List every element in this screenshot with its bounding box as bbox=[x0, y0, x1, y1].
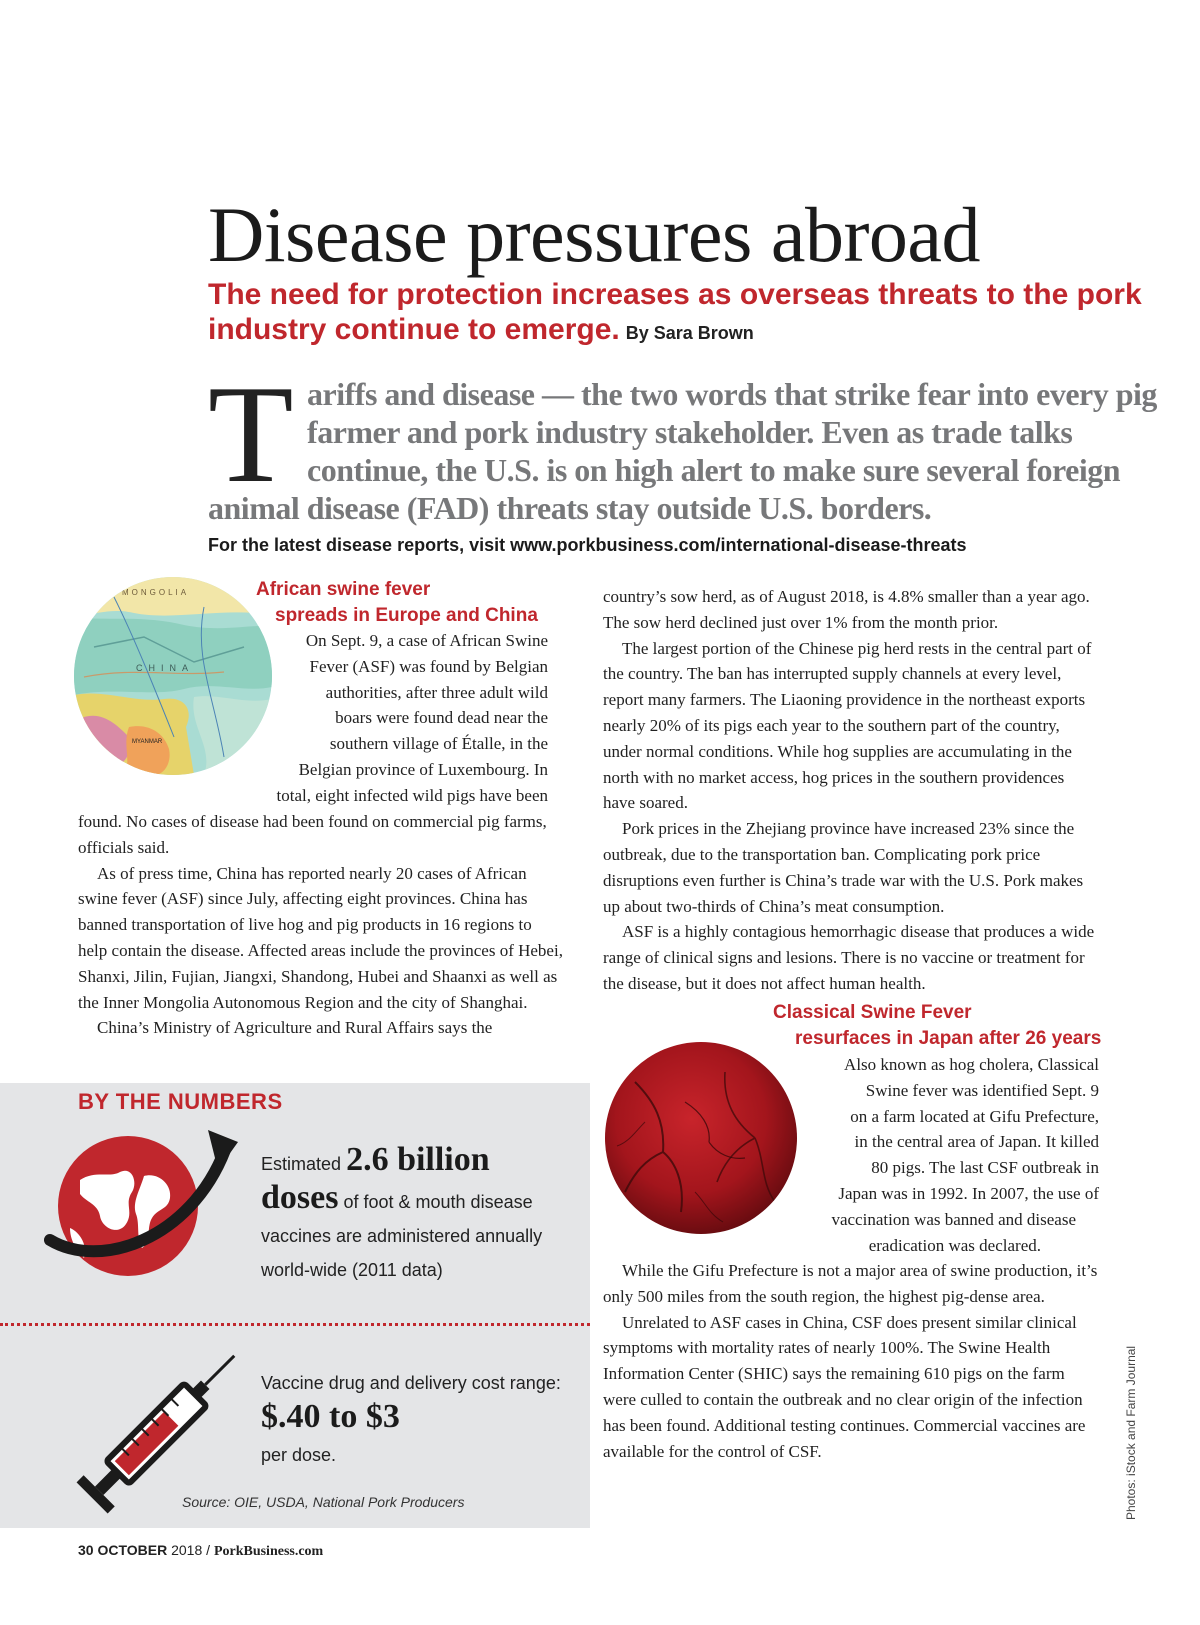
csf-wrap-block bbox=[700, 1052, 1099, 1258]
stat1-pre: Estimated bbox=[261, 1154, 342, 1174]
csf-line: on a farm located at Gifu Prefecture, bbox=[850, 1106, 1099, 1126]
stat1-rest: of foot & mouth disease vaccines are administered annually world-wide (2011 data) bbox=[261, 1192, 543, 1280]
asf-line: Belgian province of Luxembourg. In bbox=[298, 759, 548, 779]
page-footer bbox=[78, 1542, 323, 1560]
footer-year: 2018 / bbox=[171, 1542, 211, 1558]
stat2-pre: Vaccine drug and delivery cost range: bbox=[261, 1373, 561, 1393]
csf-heading-line1: Classical Swine Fever bbox=[773, 1002, 972, 1023]
column2-body bbox=[603, 584, 1099, 997]
stat-vaccine-doses bbox=[261, 1143, 571, 1287]
asf-body bbox=[78, 809, 563, 1041]
asf-line: total, eight infected wild pigs have been bbox=[276, 785, 548, 805]
asf-paragraph: China’s Ministry of Agriculture and Rural Affairs says the bbox=[97, 1018, 493, 1038]
article-title: Disease pressures abroad bbox=[208, 191, 981, 278]
map-label-china: CHINA bbox=[136, 663, 195, 673]
byline: By Sara Brown bbox=[625, 323, 754, 343]
asf-line: Fever (ASF) was found by Belgian bbox=[309, 656, 548, 676]
article-subtitle bbox=[208, 277, 1168, 351]
csf-body bbox=[603, 1258, 1099, 1464]
drop-cap: T bbox=[208, 357, 294, 512]
map-label-mongolia: MONGOLIA bbox=[122, 588, 190, 597]
asf-line: boars were found dead near the bbox=[335, 708, 548, 728]
csf-line: vaccination was banned and disease bbox=[831, 1209, 1076, 1229]
photo-credit: Photos: iStock and Farm Journal bbox=[1124, 1345, 1138, 1520]
subtitle-text: The need for protection increases as overseas threats to the pork industry continue to emerge. bbox=[208, 278, 1142, 346]
csf-heading-line2: resurfaces in Japan after 26 years bbox=[795, 1028, 1102, 1049]
csf-paragraph: While the Gifu Prefecture is not a major area of swine production, it’s only 500 miles from the south region, the highest pig-dense area. bbox=[603, 1261, 1098, 1306]
asf-heading-line1: African swine fever bbox=[256, 579, 431, 600]
asf-line: southern village of Étalle, in the bbox=[329, 734, 548, 754]
map-label-myanmar: MYANMAR bbox=[132, 739, 163, 745]
csf-line: in the central area of Japan. It killed bbox=[854, 1132, 1099, 1152]
asf-paragraph: As of press time, China has reported nearly 20 cases of African swine fever (ASF) since July, affecting eight provinces. China has banned transportation of live hog and pig products in 16 regions to help contain the disease. Affected areas include the provinces of Hebei, Shanxi, Jilin, Fujian, Jiangxi, Shandong, Hubei and Shaanxi as well as the Inner Mongolia Autonomous Region and the city of Shanghai. bbox=[78, 863, 563, 1012]
col2-paragraph: ASF is a highly contagious hemorrhagic disease that produces a wide range of clinical signs and lesions. There is no vaccine or treatment for the disease, but it does not affect human health. bbox=[603, 922, 1095, 993]
stat-vaccine-cost bbox=[261, 1366, 571, 1472]
col2-paragraph: country’s sow herd, as of August 2018, is 4.8% smaller than a year ago. The sow herd declined just over 1% from the month prior. bbox=[603, 587, 1090, 632]
stat2-post: per dose. bbox=[261, 1445, 337, 1465]
footer-month: OCTOBER bbox=[97, 1542, 168, 1558]
by-the-numbers-label: BY THE NUMBERS bbox=[78, 1089, 283, 1114]
intro-paragraph bbox=[208, 357, 1158, 527]
asf-paragraph: found. No cases of disease had been found on commercial pig farms, officials said. bbox=[78, 812, 547, 857]
stat1-value2: doses bbox=[261, 1179, 339, 1216]
csf-line: Japan was in 1992. In 2007, the use of bbox=[838, 1183, 1099, 1203]
dotted-divider bbox=[0, 1323, 590, 1326]
csf-line: Also known as hog cholera, Classical bbox=[844, 1055, 1099, 1074]
col2-paragraph: The largest portion of the Chinese pig herd rests in the central part of the country. The ban has interrupted supply channels at every level, report many farmers. The Liaoning providence in the northeast exports nearly 20% of its pigs each year to the southern part of the country, under normal conditions. While hog supplies are accumulating in the north with no market access, hog prices in the southern providences have soared. bbox=[603, 638, 1092, 813]
asf-line: authorities, after three adult wild bbox=[325, 682, 548, 702]
page-number: 30 bbox=[78, 1542, 94, 1558]
asf-heading-line2: spreads in Europe and China bbox=[275, 605, 538, 626]
numbers-source: Source: OIE, USDA, National Pork Producers bbox=[182, 1494, 465, 1510]
disease-reports-link[interactable]: For the latest disease reports, visit www.porkbusiness.com/international-disease-threats bbox=[208, 535, 967, 555]
col2-paragraph: Pork prices in the Zhejiang province have increased 23% since the outbreak, due to the transportation ban. Complicating pork price disruptions even further is China’s trade war with the U.S. Pork makes up about two-thirds of China’s meat consumption. bbox=[603, 819, 1084, 916]
globe-arrow-icon bbox=[40, 1120, 240, 1280]
asf-wrap-block bbox=[160, 628, 548, 809]
csf-line: eradication was declared. bbox=[868, 1235, 1041, 1255]
footer-site: PorkBusiness.com bbox=[213, 1544, 324, 1559]
stat1-value: 2.6 billion bbox=[346, 1141, 490, 1178]
asf-line: On Sept. 9, a case of African Swine bbox=[305, 631, 548, 650]
csf-paragraph: Unrelated to ASF cases in China, CSF does present similar clinical symptoms with mortality rates of nearly 100%. The Swine Health Information Center (SHIC) says the remaining 610 pigs on the farm were culled to contain the outbreak and no clear origin of the infection has been found. Additional testing continues. Commercial vaccines are available for the control of CSF. bbox=[603, 1312, 1086, 1461]
stat2-value: $.40 to $3 bbox=[261, 1398, 400, 1435]
intro-text: ariffs and disease — the two words that strike fear into every pig farmer and pork industry stakeholder. Even as trade talks continue, the U.S. is on high alert to make sure several foreign animal disease (FAD) threats stay outside U.S. borders. bbox=[208, 376, 1157, 526]
csf-line: 80 pigs. The last CSF outbreak in bbox=[871, 1158, 1099, 1178]
csf-line: Swine fever was identified Sept. 9 bbox=[865, 1080, 1099, 1100]
